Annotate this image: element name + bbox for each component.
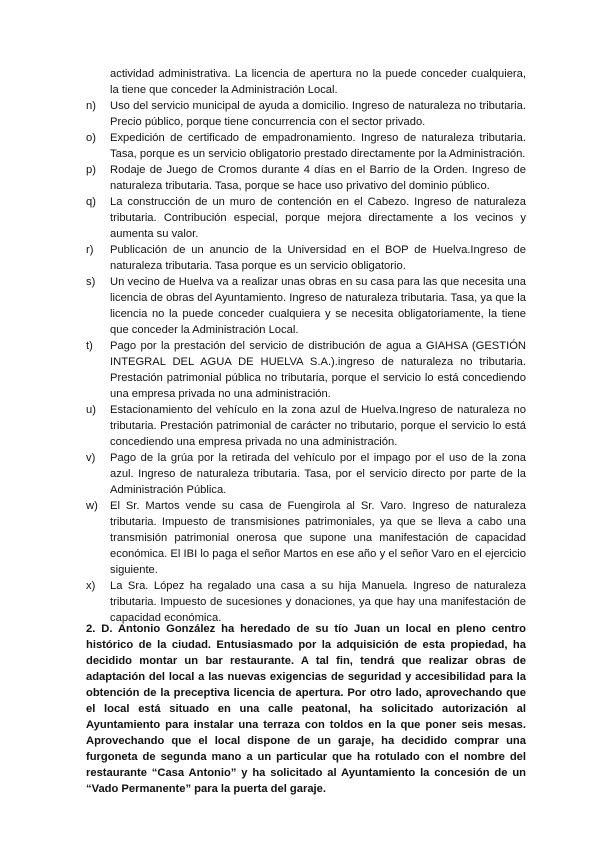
item-letter: n): [86, 100, 96, 112]
list-item-s: [86, 274, 526, 338]
item-text: Pago por la prestación del servicio de distribución de agua a GIAHSA (GESTIÓN INTEGRAL DEL AGUA DE HUELVA S.A.).ingreso de naturaleza no tributaria. Prestación patrimonial pública no tributaria, porque el servicio lo está concediendo una empresa privada no una administración.: [110, 340, 526, 400]
item-text: Rodaje de Juego de Cromos durante 4 días en el Barrio de la Orden. Ingreso de naturaleza tributaria. Tasa, porque se hace uso privativo del dominio público.: [110, 164, 526, 192]
list-item-w: [86, 498, 526, 578]
list-item-n: [86, 98, 526, 130]
item-text: La Sra. López ha regalado una casa a su hija Manuela. Ingreso de naturaleza tributaria. Impuesto de sucesiones y donaciones, ya que hay una manifestación de capacidad económica.: [110, 580, 526, 624]
item-text: La construcción de un muro de contención en el Cabezo. Ingreso de naturaleza tributaria. Contribución especial, porque mejora directamente a los vecinos y aumenta su valor.: [110, 196, 526, 240]
list-item-p: [86, 162, 526, 194]
list-item-r: [86, 242, 526, 274]
item-letter: t): [86, 340, 93, 352]
item-text: Expedición de certificado de empadronamiento. Ingreso de naturaleza tributaria. Tasa, porque es un servicio obligatorio prestado directamente por la Administración.: [110, 132, 526, 160]
item-letter: w): [86, 500, 98, 512]
item-text: El Sr. Martos vende su casa de Fuengirola al Sr. Varo. Ingreso de naturaleza tributaria. Impuesto de transmisiones patrimoniales, ya que se lleva a cabo una transmisión patrimonial onerosa que supone una manifestación de capacidad económica. El IBI lo paga el señor Martos en ese año y el señor Varo en el ejercicio siguiente.: [110, 500, 526, 576]
item-letter: v): [86, 452, 96, 464]
item-letter: q): [86, 196, 96, 208]
continuation-text: actividad administrativa. La licencia de apertura no la puede conceder cualquiera, la tiene que conceder la Administración Local.: [110, 68, 526, 96]
item-text: Estacionamiento del vehículo en la zona azul de Huelva.Ingreso de naturaleza no tributaria. Prestación patrimonial de carácter no tributario, porque el servicio lo está concediendo una empresa privada no una administración.: [110, 404, 526, 448]
answer-list: [86, 66, 526, 626]
list-item-x: [86, 578, 526, 626]
list-item-v: [86, 450, 526, 498]
item-text: Publicación de un anuncio de la Universidad en el BOP de Huelva.Ingreso de naturaleza tributaria. Tasa porque es un servicio obligatorio.: [110, 244, 526, 272]
item-text: Pago de la grúa por la retirada del vehículo por el impago por el uso de la zona azul. Ingreso de naturaleza tributaria. Tasa, por el servicio directo por parte de la Administración Pública.: [110, 452, 526, 496]
list-item-t: [86, 338, 526, 402]
list-item-u: [86, 402, 526, 450]
item-letter: o): [86, 132, 96, 144]
item-letter: x): [86, 580, 96, 592]
list-item-q: [86, 194, 526, 242]
item-text: Uso del servicio municipal de ayuda a domicilio. Ingreso de naturaleza no tributaria. Precio público, porque tiene concurrencia con el sector privado.: [110, 100, 526, 128]
list-item-o: [86, 130, 526, 162]
item-letter: s): [86, 276, 96, 288]
item-letter: u): [86, 404, 96, 416]
item-text: Un vecino de Huelva va a realizar unas obras en su casa para las que necesita una licencia de obras del Ayuntamiento. Ingreso de naturaleza tributaria. Tasa, ya que la licencia no la puede conceder cualquiera y se necesita obligatoriamente, la tiene que conceder la Administración Local.: [110, 276, 526, 336]
item-letter: p): [86, 164, 96, 176]
exercise-statement: 2. D. Antonio González ha heredado de su tío Juan un local en pleno centro histórico de la ciudad. Entusiasmado por la adquisición de esta propiedad, ha decidido montar un bar restaurante. A tal fin, tendrá que realizar obras de adaptación del local a las nuevas exigencias de seguridad y accesibilidad para la obtención de la preceptiva licencia de apertura. Por otro lado, aprovechando que el local está situado en una calle peatonal, ha solicitado autorización al Ayuntamiento para instalar una terraza con toldos en la que poner seis mesas. Aprovechando que el local dispone de un garaje, ha decidido comprar una furgoneta de segunda mano a un particular que ha rotulado con el nombre del restaurante “Casa Antonio” y ha solicitado al Ayuntamiento la concesión de un “Vado Permanente” para la puerta del garaje.: [86, 623, 526, 795]
item-letter: r): [86, 244, 94, 256]
